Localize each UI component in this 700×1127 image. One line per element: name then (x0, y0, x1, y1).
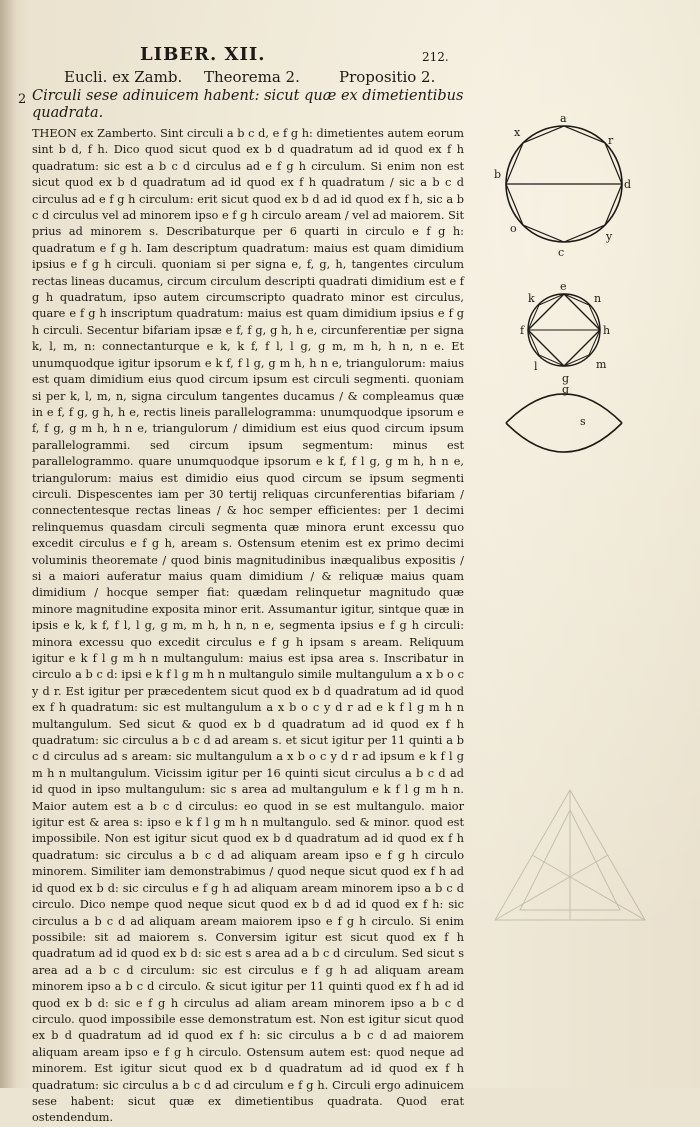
label-o: o (510, 222, 517, 235)
subheader-proposition: Propositio 2. (339, 68, 436, 86)
label-r: r (608, 134, 614, 147)
label-a: a (560, 112, 567, 125)
label-c: c (558, 246, 565, 259)
label-l: l (534, 360, 538, 373)
label-h: h (603, 324, 611, 337)
margin-number: 2 (18, 92, 27, 107)
label-f: f (520, 324, 525, 337)
figure-segment-s (506, 394, 622, 452)
running-head-book: LIBER. XII. (140, 44, 266, 65)
label-k: k (528, 292, 535, 305)
body-paragraph: THEON ex Zamberto. Sint circuli a b c d, e f g h: dimetientes autem eorum sint b d, f h. Dico quod sicut quod ex b d quadratum ad id quod ex f h quadratum: sic est a b c d circulus ad e f g h circulum. Si enim non est sicut quod ex b d quadratum ad id quod ex f h quadratum / sic a b c d circulus ad e f g h circulum: erit sicut quod ex b d ad id quod ex f h, sic a b c d circulus vel ad minorem ipso e f g h circulo aream / vel ad maiorem. Sit prius ad minorem s. Describaturque per 6 quarti in circulo e f g h: quadratum e f g h. Iam descriptum quadratum: maius est quam dimidium ipsius e f g h circuli. quoniam si per signa e, f, g, h, tangentes circulum rectas lineas ducamus, circum circulum descripti quadrati dimidium est e f g h quadratum, ipso autem circumscripto quadrato minor est circulus, quare e f g h inscriptum quadratum: maius est quam dimidium ipsius e f g h circuli. Secentur bifariam ipsæ e f, f g, g h, h e, circunferentiæ per signa k, l, m, n: connectanturque e k, k f, f l, l g, g m, m h, h n, n e. Et unumquodque igitur ipsorum e k f, f l g, g m h, h n e, triangulorum: maius est quam dimidium eius quod circum ipsum est circuli segmenti. quoniam si per k, l, m, n, signa circulum tangentes ducamus / & compleamus quæ in e f, f g, g h, h e, rectis lineis parallelogramma: unumquodque ipsorum e f, f g, g m h, h n e, triangulorum / dimidium est eius quod circum ipsum parallelogrammi. sed circum ipsum segmentum: minus est parallelogrammo. quare unumquodque ipsorum e k f, f l g, g m h, h n e, triangulorum: maius est dimidio eius quod circum se ipsum segmenti circuli. Dispescentes iam per 30 tertij reliquas circunferentias bifariam / connectentesque rectas lineas / & hoc semper efficientes: per 1 decimi relinquemus quasdam circuli segmenta quæ minora erunt excessu quo excedit circulus e f g h, aream s. Ostensum etenim est ex primo decimi voluminis theoremate / quod binis magnitudinibus inæqualibus expositis / si a maiori auferatur maius quam dimidium / & reliquæ maius quam dimidium / hocque semper fiat: quædam relinquetur magnitudo quæ minore magnitudine exposita minor erit. Assumantur igitur, sintque quæ in ipsis e k, k f, f l, l g, g m, m h, h n, n e, segmenta ipsius e f g h circuli: minora excessu quo excedit circulus e f g h ipsam s aream. Reliquum igitur e k f l g m h n multangulum: maius est ipsa area s. Inscribatur in circulo a b c d: ipsi e k f l g m h n multangulo simile multangulum a x b o c y d r. Est igitur per præcedentem sicut quod ex b d quadratum ad id quod ex f h quadratum: sic est multangulum a x b o c y d r ad e k f l g m h n multangulum. Sed sicut & quod ex b d quadratum ad id quod ex f h quadratum: sic circulus a b c d ad aream s. et sicut igitur per 11 quinti a b c d circulus ad s aream: sic multangulum a x b o c y d r ad ipsum e k f l g m h n multangulum. Vicissim igitur per 16 quinti sicut circulus a b c d ad id quod in ipso multangulum: sic s area ad multangulum e k f l g m h n. Maior autem est a b c d circulus: eo quod in se est multangulo. maior igitur est & area s: ipso e k f l g m h n multangulo. sed & minor. quod est impossibile. Non est igitur sicut quod ex b d quadratum ad id quod ex f h quadratum: sic circulus a b c d ad aliquam aream ipso e f g h circulo minorem. Similiter iam demonstrabimus / quod neque sicut quod ex f h ad id quod ex b d: sic circulus e f g h ad aliquam aream minorem ipso a b c d circulo. Dico nempe quod neque sicut quod ex b d ad id quod ex f h: sic circulus a b c d ad aliquam aream maiorem ipso e f g h circulo. Si enim possibile: sit ad maiorem s. Conversim igitur est sicut quod ex f h quadratum ad id quod ex b d: sic est s area ad a b c d circulum. Sed sicut s area ad a b c d circulum: sic est circulus e f g h ad aliquam aream minorem ipso a b c d circulo. & sicut igitur per 11 quinti quod ex f h ad id quod ex b d: sic e f g h circulus ad aliam aream minorem ipso a b c d circulo. quod impossibile esse demonstratum est. Non est igitur sicut quod ex b d quadratum ad id quod ex f h: sic circulus a b c d ad maiorem aliquam aream ipso e f g h circulo. Ostensum autem est: quod neque ad minorem. Est igitur sicut quod ex b d quadratum ad id quod ex f h quadratum: sic circulus a b c d ad circulum e f g h. Circuli ergo adinuicem sese habent: sicut quæ ex dimetientibus quadrata. Quod erat ostendendum. (32, 127, 464, 1125)
subheader-source: Eucli. ex Zamb. (64, 68, 183, 86)
bleed-through-figure (480, 780, 660, 940)
subheader (64, 68, 464, 86)
figure-circle-abcd (506, 126, 622, 242)
label-y: y (606, 230, 613, 243)
label-g: g (562, 372, 570, 385)
label-m: m (596, 358, 607, 371)
folio-number: 212. (422, 50, 449, 64)
label-n: n (594, 292, 602, 305)
subheader-theorem: Theorema 2. (204, 68, 300, 86)
label-s: s (580, 415, 586, 428)
gutter-shadow (0, 0, 16, 1088)
proposition-title: Circuli sese adinuicem habent: sicut quæ ex dimetientibus quadrata. (32, 88, 464, 121)
label-x: x (514, 126, 521, 139)
label-g-segment: g (562, 383, 570, 396)
label-d: d (624, 178, 632, 191)
label-b: b (494, 168, 502, 181)
figure-circle-efgh (528, 294, 600, 366)
body-text (32, 126, 464, 1127)
label-e: e (560, 280, 567, 293)
geometric-figures (490, 100, 680, 470)
